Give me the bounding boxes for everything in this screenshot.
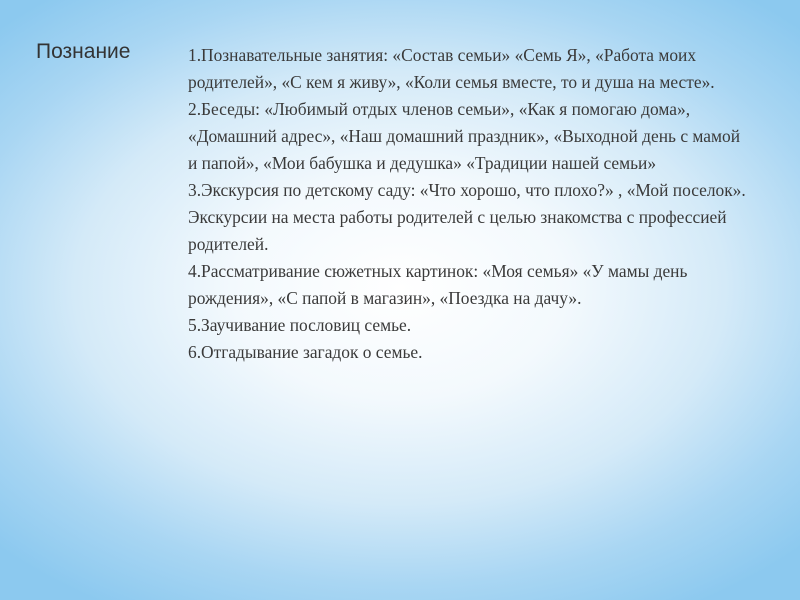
list-item: 2.Беседы: «Любимый отдых членов семьи», «Как я помогаю дома», «Домашний адрес», «Наш домашний праздник», «Выходной день с мамой и папой», «Мои бабушка и дедушка» «Традиции нашей семьи» [188,99,741,173]
list-item: 1.Познавательные занятия: «Состав семьи» «Семь Я», «Работа моих родителей», «С кем я живу», «Коли семья вместе, то и душа на месте». [188,45,715,92]
section-label: Познание [36,40,131,63]
activity-list [188,42,748,366]
list-item: 5.Заучивание пословиц семье. [188,315,412,335]
list-item: 6.Отгадывание загадок о семье. [188,342,423,362]
list-item: 3.Экскурсия по детскому саду: «Что хорошо, что плохо?» , «Мой поселок». Экскурсии на места работы родителей с целью знакомства с профессией родителей. [188,180,746,254]
list-item: 4.Рассматривание сюжетных картинок: «Моя семья» «У мамы день рождения», «С папой в магазин», «Поездка на дачу». [188,261,688,308]
